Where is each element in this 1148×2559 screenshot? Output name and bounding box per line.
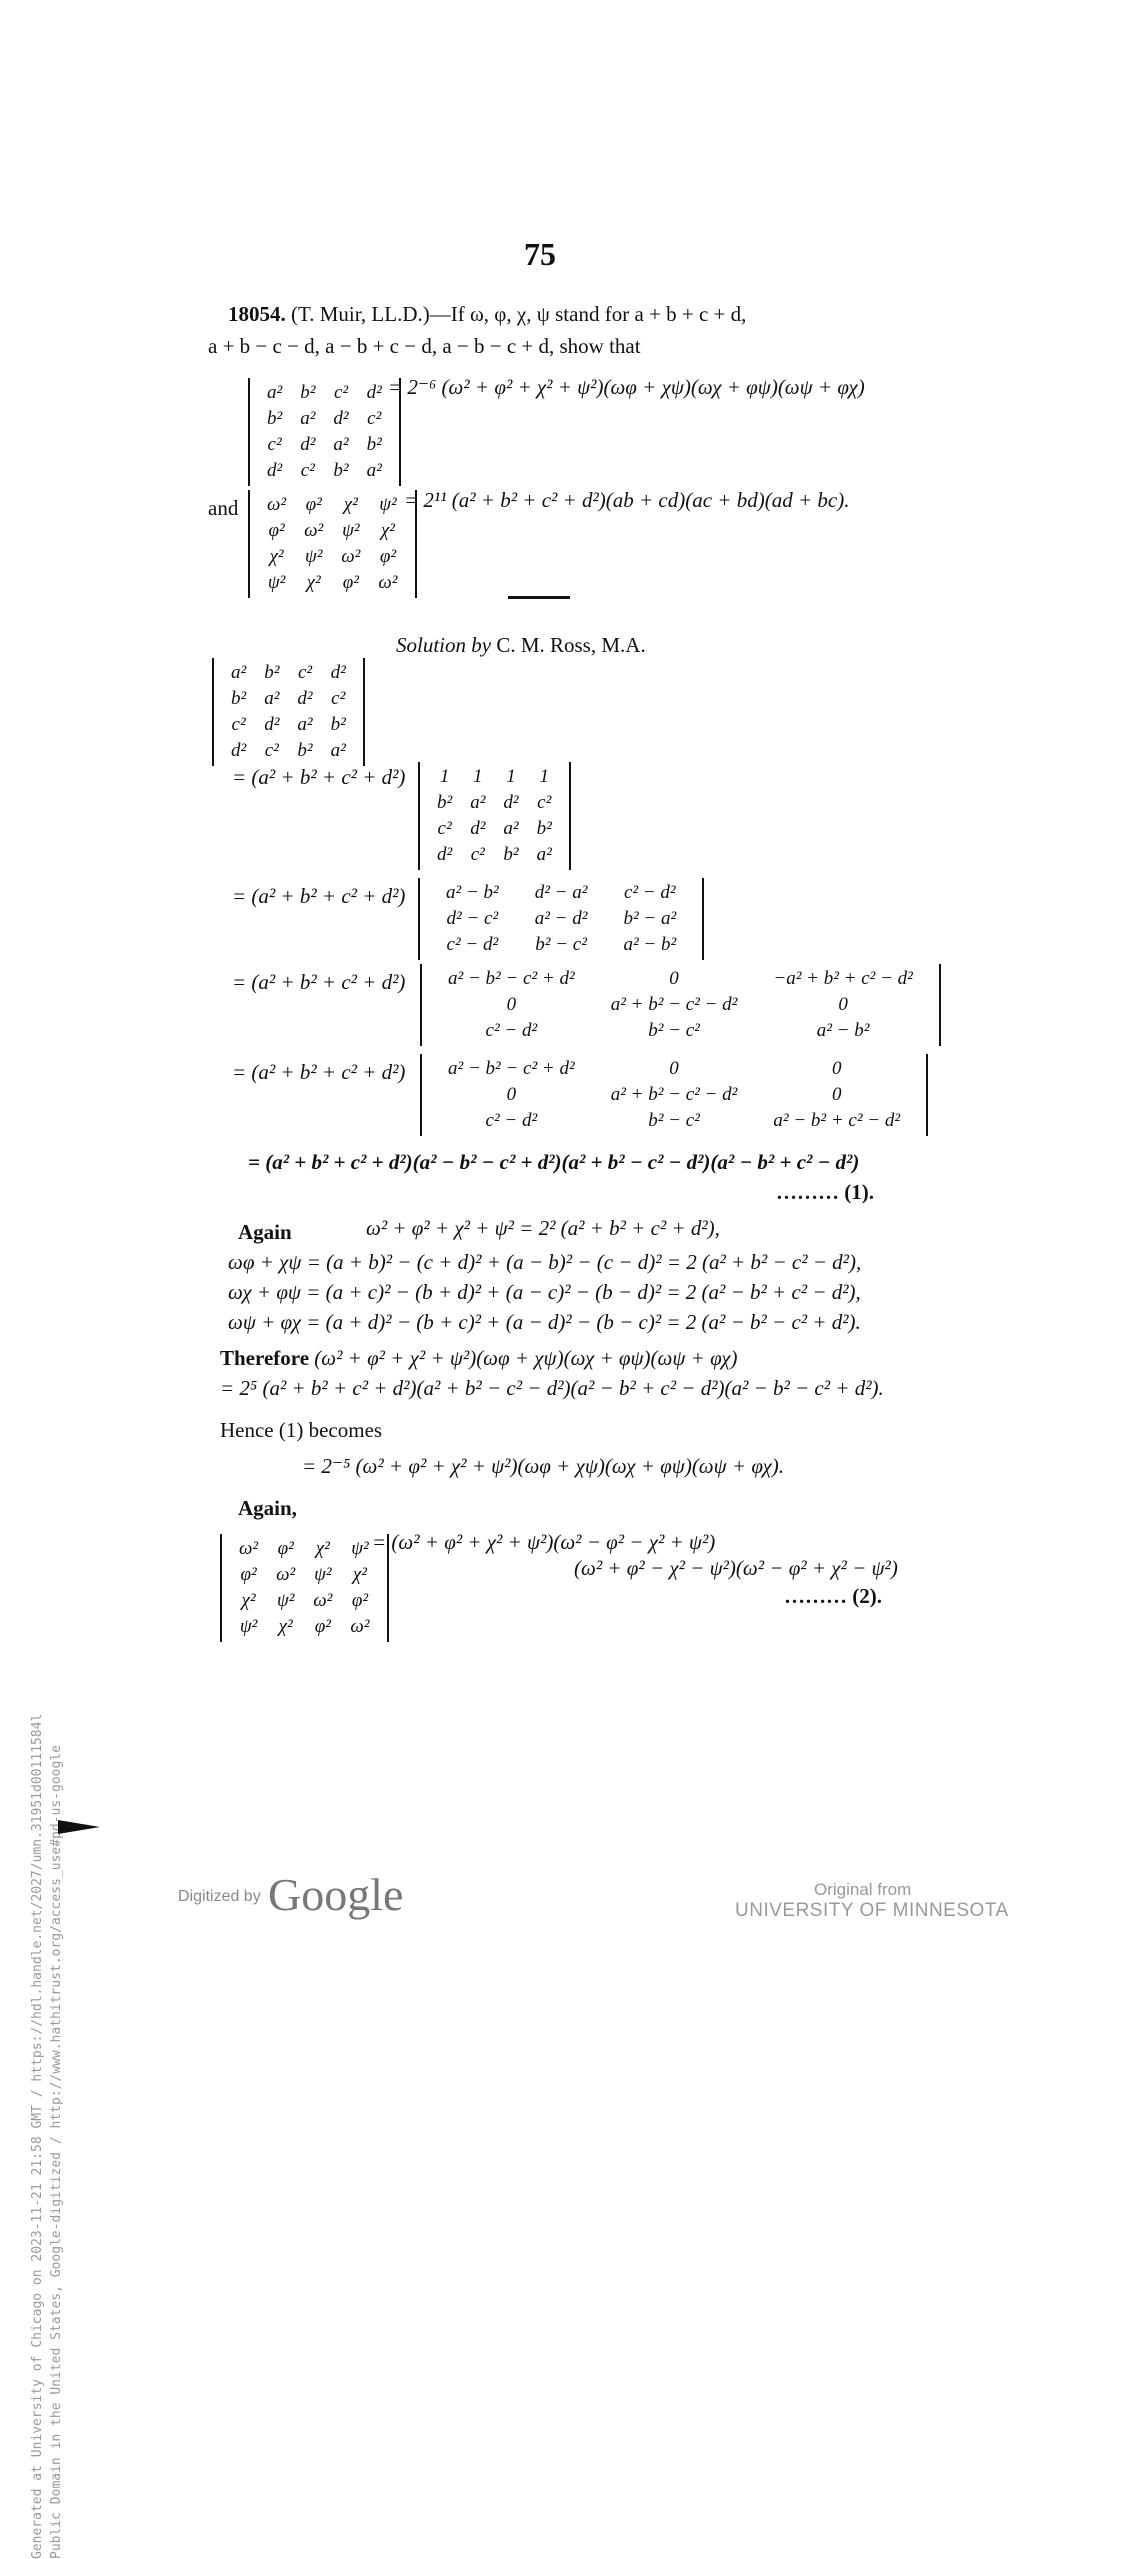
identity-1: = 2⁻⁶ (ω² + φ² + χ² + ψ²)(ωφ + χψ)(ωχ + φψ)(ωψ + φχ) [388,375,865,399]
determinant-entry: ω² [313,1590,333,1611]
determinant-row [428,790,561,816]
determinant-row [428,906,694,932]
determinant-entry: c² [267,434,282,455]
determinant-entry: ψ² [379,494,397,515]
determinant-row [258,432,391,458]
determinant-entry: c² [300,460,315,481]
determinant-entry: d² [297,688,313,709]
determinant-step-2 [418,878,704,960]
determinant-entry: d² [330,662,346,683]
determinant-entry: χ² [306,572,321,593]
determinant-table [428,764,561,868]
determinant-entry: φ² [305,494,322,515]
determinant-row [430,992,931,1018]
determinant-table [430,966,931,1044]
determinant-entry: χ² [278,1616,293,1637]
determinant-entry: a² [264,688,280,709]
solution-author: C. M. Ross, M.A. [496,633,646,657]
determinant-row [430,1108,918,1134]
determinant-row [428,764,561,790]
hence-equation: = 2⁻⁵ (ω² + φ² + χ² + ψ²)(ωφ + χψ)(ωχ + φψ)(ωψ + φχ). [302,1454,785,1478]
google-logo: Google [268,1869,404,1920]
determinant-entry: b² − c² [648,1020,700,1041]
determinant-entry: ω² [350,1616,370,1637]
determinant-entry: a² − b² − c² + d² [448,1058,575,1079]
determinant-entry: 0 [506,994,517,1015]
determinant-entry: b² − a² [623,908,677,929]
determinant-entry: b² [231,688,247,709]
determinant-entry: a² − b² + c² − d² [773,1110,901,1131]
determinant-entry: d² [231,740,247,761]
therefore-label: Therefore [220,1346,310,1370]
problem-intro: (T. Muir, LL.D.)—If ω, φ, χ, ψ stand for a + b + c + d, [291,302,747,326]
determinant-entry: ω² [304,520,324,541]
again-label-2: Again, [238,1496,297,1520]
determinant-entry: b² [267,408,283,429]
identity-2: = 2¹¹ (a² + b² + c² + d²)(ab + cd)(ac + bd)(ad + bc). [404,488,850,512]
equation-tag-2: ……… (2). [784,1584,882,1608]
determinant-entry: a² [503,818,519,839]
again-equation-3: ωχ + φψ = (a + c)² − (b + d)² + (a − c)² − (b − d)² = 2 (a² − b² + c² − d²), [228,1280,861,1304]
determinant-row [222,686,355,712]
determinant-entry: ψ² [276,1590,295,1611]
determinant-entry: b² [333,460,349,481]
determinant-entry: a² + b² − c² − d² [610,994,738,1015]
watermark-line-2: Public Domain in the United States, Google-digitized / http://www.hathitrust.org/access_use#pd-us-google [49,1745,64,2559]
determinant-row [430,1056,918,1082]
determinant-row [258,458,391,484]
solution-heading [396,633,646,658]
determinant-entry: d² [300,434,316,455]
determinant-entry: a² [470,792,486,813]
determinant-entry: d² − a² [534,882,588,903]
determinant-row [222,660,355,686]
institution-label: UNIVERSITY OF MINNESOTA [735,1900,1009,1921]
determinant-entry: c² [231,714,246,735]
determinant-entry: c² [264,740,279,761]
therefore-result: = 2⁵ (a² + b² + c² + d²)(a² + b² − c² − d²)(a² − b² + c² − d²)(a² − b² − c² + d²). [220,1376,884,1400]
step-3-factor: = (a² + b² + c² + d²) [232,970,406,994]
determinant-entry: a² [330,740,346,761]
determinant-entry: ψ² [351,1538,369,1559]
determinant-entry: 0 [669,1058,679,1079]
determinant-step-1 [418,762,571,870]
determinant-entry: φ² [379,546,397,567]
determinant-entry: b² [300,382,316,403]
determinant-entry: ω² [276,1564,296,1585]
determinant-row [428,880,694,906]
determinant-entry: a² [267,382,283,403]
determinant-entry: d² [503,792,519,813]
determinant-entry: χ² [241,1590,256,1611]
determinant-entry: d² − c² [446,908,499,929]
determinant-entry: b² [264,662,280,683]
determinant-row [258,406,391,432]
determinant-entry: ψ² [314,1564,332,1585]
determinant-entry: ψ² [239,1616,258,1637]
step-4-factor: = (a² + b² + c² + d²) [232,1060,406,1084]
final-equation-2: (ω² + φ² − χ² − ψ²)(ω² − φ² + χ² − ψ²) [574,1556,898,1580]
determinant-entry: c² − d² [446,934,499,955]
determinant-entry: a² [231,662,247,683]
determinant-entry: φ² [314,1616,331,1637]
problem-statement-line-2: a + b − c − d, a − b + c − d, a − b − c + d, show that [208,334,641,358]
provenance-watermark [28,679,66,2559]
equation-tag-1: ……… (1). [776,1180,874,1204]
determinant-row [430,1082,918,1108]
determinant-entry: c² [470,844,485,865]
determinant-entry: φ² [342,572,359,593]
determinant-table [430,1056,918,1134]
determinant-entry: a² [333,434,349,455]
determinant-row [258,380,391,406]
determinant-entry: b² [330,714,346,735]
determinant-row [428,816,561,842]
again-label-1: Again [238,1220,292,1244]
determinant-table [428,880,694,958]
determinant-table [258,380,391,484]
determinant-entry: b² [297,740,313,761]
determinant-entry: 0 [838,994,848,1015]
determinant-entry: d² [366,382,382,403]
again-equation-1: ω² + φ² + χ² + ψ² = 2² (a² + b² + c² + d²), [366,1216,720,1240]
problem-statement-line-1 [228,302,746,327]
again-equation-2: ωφ + χψ = (a + b)² − (c + d)² + (a − b)² − (c − d)² = 2 (a² + b² − c² − d²), [228,1250,862,1274]
determinant-table [230,1536,379,1640]
determinant-entry: ω² [341,546,361,567]
determinant-entry: 1 [539,766,549,787]
determinant-entry: ψ² [304,546,323,567]
determinant-entry: b² [366,434,382,455]
determinant-entry: 1 [439,766,450,787]
determinant-row [258,518,407,544]
determinant-entry: c² [367,408,382,429]
step-1-factor: = (a² + b² + c² + d²) [232,765,406,789]
determinant-entry: ψ² [267,572,286,593]
determinant-entry: c² [297,662,313,683]
determinant-row [222,712,355,738]
determinant-final [220,1534,389,1642]
determinant-step-3 [420,964,941,1046]
determinant-entry: b² [503,844,519,865]
determinant-entry: c² − d² [623,882,676,903]
determinant-entry: ω² [267,494,287,515]
determinant-row [222,738,355,764]
determinant-row [258,544,407,570]
determinant-entry: a² [536,844,552,865]
determinant-row [430,1018,931,1044]
determinant-row [430,966,931,992]
final-equation-1: = (ω² + φ² + χ² + ψ²)(ω² − φ² − χ² + ψ²) [372,1530,716,1554]
determinant-entry: d² [267,460,283,481]
determinant-step-4 [420,1054,928,1136]
again-equation-4: ωψ + φχ = (a + d)² − (b + c)² + (a − d)² − (b − c)² = 2 (a² − b² − c² + d²). [228,1310,861,1334]
determinant-entry: a² [300,408,316,429]
determinant-entry: d² [470,818,486,839]
determinant-squares [248,378,401,486]
determinant-row [428,842,561,868]
determinant-solution [212,658,365,766]
watermark-line-1: Generated at University of Chicago on 2023-11-21 21:58 GMT / https://hdl.handle.net/2027/umn.31951d00111584l [30,1713,45,2559]
determinant-entry: c² [437,818,452,839]
determinant-entry: a² − b² [623,934,677,955]
determinant-entry: d² [437,844,453,865]
determinant-entry: φ² [268,520,285,541]
determinant-row [230,1588,379,1614]
determinant-entry: φ² [351,1590,369,1611]
determinant-row [428,932,694,958]
determinant-entry: ω² [378,572,398,593]
result-equation: = (a² + b² + c² + d²)(a² − b² − c² + d²)(a² + b² − c² − d²)(a² − b² + c² − d²) [248,1150,860,1174]
determinant-entry: χ² [343,494,358,515]
therefore-line [220,1346,738,1371]
determinant-entry: a² + b² − c² − d² [610,1084,738,1105]
determinant-row [230,1536,379,1562]
determinant-entry: b² [536,818,552,839]
determinant-table [258,492,407,596]
determinant-entry: 1 [473,766,483,787]
determinant-entry: χ² [380,520,395,541]
determinant-entry: d² [333,408,349,429]
determinant-row [258,570,407,596]
determinant-row [230,1562,379,1588]
determinant-entry: a² − b² [816,1020,870,1041]
determinant-entry: b² − c² [648,1110,700,1131]
determinant-table [222,660,355,764]
determinant-entry: χ² [269,546,284,567]
original-from-label: Original from [814,1880,912,1899]
determinant-entry: χ² [315,1538,330,1559]
determinant-entry: χ² [352,1564,367,1585]
determinant-entry: 0 [831,1084,842,1105]
determinant-entry: d² [264,714,280,735]
digitized-by-label: Digitized by [178,1888,261,1905]
page-number: 75 [524,236,556,272]
determinant-entry: ψ² [342,520,360,541]
determinant-entry: 0 [669,968,679,989]
determinant-entry: φ² [277,1538,294,1559]
problem-number: 18054. [228,302,286,326]
determinant-entry: a² − b² − c² + d² [448,968,575,989]
determinant-row [258,492,407,518]
determinant-entry: c² − d² [485,1110,538,1131]
determinant-entry: c² [537,792,552,813]
determinant-entry: b² [437,792,453,813]
hence-label: Hence (1) becomes [220,1418,383,1442]
therefore-expression: (ω² + φ² + χ² + ψ²)(ωφ + χψ)(ωχ + φψ)(ωψ + φχ) [314,1346,738,1370]
and-label: and [208,496,239,520]
step-2-factor: = (a² + b² + c² + d²) [232,884,406,908]
determinant-entry: c² − d² [485,1020,538,1041]
determinant-row [230,1614,379,1640]
determinant-entry: c² [333,382,349,403]
margin-arrow-icon [58,1820,100,1834]
determinant-entry: a² − d² [534,908,588,929]
determinant-entry: a² [366,460,382,481]
section-divider [508,596,570,599]
determinant-entry: 0 [831,1058,842,1079]
determinant-entry: c² [331,688,346,709]
determinant-entry: b² − c² [535,934,587,955]
determinant-entry: ω² [239,1538,259,1559]
determinant-entry: −a² + b² + c² − d² [773,968,913,989]
solution-by-label: Solution by [396,633,492,657]
determinant-greek [248,490,417,598]
determinant-entry: 0 [506,1084,517,1105]
determinant-entry: 1 [506,766,516,787]
determinant-entry: φ² [240,1564,257,1585]
determinant-entry: a² − b² [446,882,499,903]
determinant-entry: a² [297,714,313,735]
